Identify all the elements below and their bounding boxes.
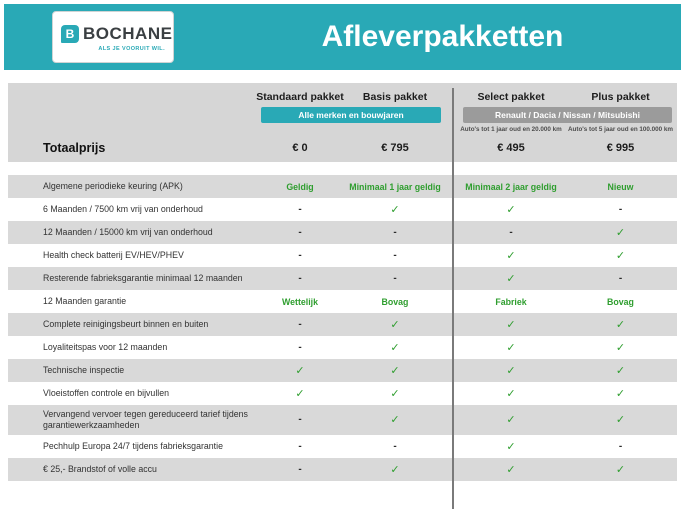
check-icon: ✓ bbox=[615, 414, 626, 427]
feature-label: Health check batterij EV/HEV/PHEV bbox=[43, 250, 184, 260]
check-icon: ✓ bbox=[390, 388, 400, 400]
price-select: € 495 bbox=[497, 142, 525, 154]
price-standaard: € 0 bbox=[292, 142, 308, 154]
feature-label: 6 Maanden / 7500 km vrij van onderhoud bbox=[43, 204, 203, 214]
feature-label: Vloeistoffen controle en bijvullen bbox=[43, 388, 170, 398]
table-row bbox=[8, 435, 677, 458]
check-icon: ✓ bbox=[390, 204, 400, 216]
feature-value: Wettelijk bbox=[281, 296, 318, 307]
table-row bbox=[8, 175, 677, 198]
dash-mark: - bbox=[393, 273, 397, 284]
page-title: Afleverpakketten bbox=[321, 20, 564, 53]
table-header-band bbox=[8, 83, 677, 162]
dash-mark: - bbox=[298, 463, 302, 475]
dash-mark: - bbox=[618, 204, 623, 215]
check-icon: ✓ bbox=[390, 463, 400, 476]
feature-rows bbox=[8, 175, 677, 481]
feature-label: Loyaliteitspas voor 12 maanden bbox=[43, 342, 168, 352]
feature-value: Fabriek bbox=[495, 296, 527, 307]
feature-value: Geldig bbox=[286, 181, 314, 192]
check-icon: ✓ bbox=[506, 414, 516, 427]
table-row bbox=[8, 405, 677, 435]
feature-value: Bovag bbox=[607, 296, 634, 307]
feature-label: Resterende fabrieksgarantie minimaal 12 maanden bbox=[43, 273, 243, 283]
dash-mark: - bbox=[298, 204, 302, 215]
dash-mark: - bbox=[298, 440, 302, 452]
brands-badge-left: Alle merken en bouwjaren bbox=[261, 107, 441, 123]
bochane-logo-icon: B bbox=[61, 25, 79, 43]
dash-mark: - bbox=[298, 227, 302, 238]
dash-mark: - bbox=[298, 342, 302, 353]
bochane-logo bbox=[52, 11, 174, 63]
check-icon: ✓ bbox=[390, 342, 400, 354]
column-header-select: Select pakket bbox=[477, 91, 545, 103]
check-icon: ✓ bbox=[615, 388, 626, 400]
dash-mark: - bbox=[298, 319, 302, 330]
check-icon: ✓ bbox=[506, 342, 516, 354]
dash-mark: - bbox=[298, 414, 302, 426]
table-row bbox=[8, 244, 677, 267]
column-header-standaard: Standaard pakket bbox=[256, 91, 344, 103]
check-icon: ✓ bbox=[615, 319, 626, 331]
plus-note: Auto's tot 5 jaar oud en 100.000 km bbox=[567, 126, 674, 133]
dash-mark: - bbox=[393, 227, 397, 238]
feature-label: Complete reinigingsbeurt binnen en buiten bbox=[43, 319, 209, 329]
check-icon: ✓ bbox=[615, 463, 626, 476]
brand-tagline: ALS JE VOORUIT WIL. bbox=[98, 46, 165, 52]
total-price-row bbox=[8, 133, 677, 155]
column-divider-line bbox=[452, 88, 454, 509]
check-icon: ✓ bbox=[506, 365, 516, 377]
feature-value: Minimaal 1 jaar geldig bbox=[349, 181, 441, 192]
check-icon: ✓ bbox=[390, 414, 400, 427]
table-row bbox=[8, 458, 677, 481]
check-icon: ✓ bbox=[615, 342, 626, 354]
dash-mark: - bbox=[393, 250, 397, 261]
feature-value: Minimaal 2 jaar geldig bbox=[465, 181, 557, 192]
badges-row bbox=[8, 107, 677, 123]
check-icon: ✓ bbox=[615, 365, 626, 377]
feature-label: Algemene periodieke keuring (APK) bbox=[43, 181, 183, 191]
feature-label: Technische inspectie bbox=[43, 365, 125, 375]
check-icon: ✓ bbox=[506, 319, 516, 331]
column-headers-row bbox=[8, 88, 677, 107]
check-icon: ✓ bbox=[506, 388, 516, 400]
feature-label: Pechhulp Europa 24/7 tijdens fabrieksgarantie bbox=[43, 440, 223, 451]
check-icon: ✓ bbox=[390, 319, 400, 331]
check-icon: ✓ bbox=[615, 250, 626, 262]
check-icon: ✓ bbox=[506, 463, 516, 476]
dash-mark: - bbox=[298, 250, 302, 261]
table-row bbox=[8, 290, 677, 313]
select-note: Auto's tot 1 jaar oud en 20.000 km bbox=[460, 126, 562, 133]
check-icon: ✓ bbox=[506, 204, 516, 216]
table-row bbox=[8, 336, 677, 359]
table-row bbox=[8, 382, 677, 405]
table-row bbox=[8, 198, 677, 221]
table-row bbox=[8, 313, 677, 336]
brands-badge-right: Renault / Dacia / Nissan / Mitsubishi bbox=[463, 107, 672, 123]
spacer-row bbox=[8, 162, 677, 175]
feature-label: 12 Maanden garantie bbox=[43, 296, 127, 306]
check-icon: ✓ bbox=[506, 250, 516, 262]
top-banner bbox=[4, 4, 681, 70]
column-header-plus: Plus pakket bbox=[591, 91, 650, 103]
price-plus: € 995 bbox=[606, 142, 635, 154]
column-header-basis: Basis pakket bbox=[362, 91, 428, 103]
notes-row bbox=[8, 123, 677, 133]
table-row bbox=[8, 267, 677, 290]
feature-value: Nieuw bbox=[607, 181, 634, 192]
packages-table bbox=[8, 83, 677, 481]
check-icon: ✓ bbox=[295, 388, 305, 400]
total-price-label: Totaalprijs bbox=[43, 141, 106, 155]
check-icon: ✓ bbox=[506, 440, 516, 453]
check-icon: ✓ bbox=[506, 273, 516, 285]
table-row bbox=[8, 221, 677, 244]
check-icon: ✓ bbox=[295, 365, 305, 377]
brand-name: BOCHANE bbox=[83, 24, 173, 43]
feature-value: Bovag bbox=[381, 296, 409, 307]
feature-label: Vervangend vervoer tegen gereduceerd tarief tijdens garantiewerkzaamheden bbox=[43, 409, 248, 430]
dash-mark: - bbox=[618, 273, 623, 284]
feature-label: 12 Maanden / 15000 km vrij van onderhoud bbox=[43, 227, 213, 237]
dash-mark: - bbox=[509, 227, 513, 238]
dash-mark: - bbox=[298, 273, 302, 284]
table-row bbox=[8, 359, 677, 382]
check-icon: ✓ bbox=[615, 227, 626, 239]
price-basis: € 795 bbox=[381, 142, 409, 154]
feature-label: € 25,- Brandstof of volle accu bbox=[43, 463, 157, 474]
dash-mark: - bbox=[393, 440, 397, 452]
check-icon: ✓ bbox=[390, 365, 400, 377]
dash-mark: - bbox=[618, 440, 623, 452]
